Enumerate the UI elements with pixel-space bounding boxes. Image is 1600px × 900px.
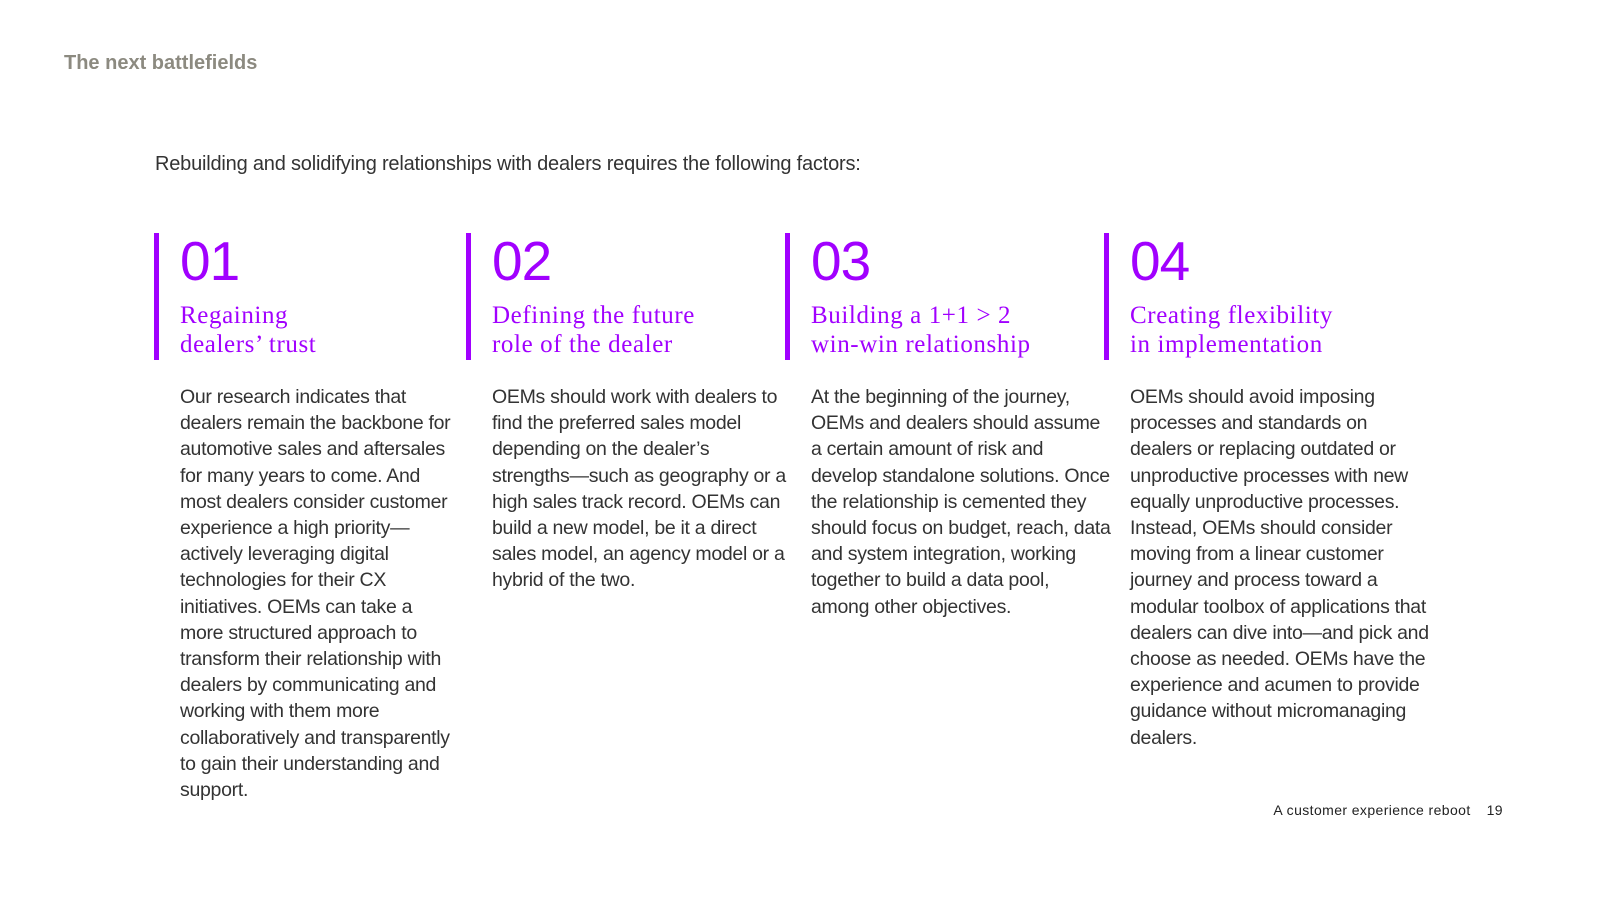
page-number: 19 <box>1486 802 1503 818</box>
factor-number: 04 <box>1130 230 1190 292</box>
factor-number: 02 <box>492 230 552 292</box>
factor-header-1 <box>154 230 455 360</box>
factor-header-3 <box>785 230 1111 360</box>
factor-title: Regaining dealers’ trust <box>180 302 317 358</box>
factor-column-2 <box>466 230 788 594</box>
factor-body: OEMs should work with dealers to find the preferred sales model depending on the dealer’s strengths—such as geography or a high sales track record. OEMs can build a new model, be it a direct sales model, an agency model or a hybrid of the two. <box>492 386 786 592</box>
intro-text: Rebuilding and solidifying relationships with dealers requires the following factors: <box>155 153 861 175</box>
factor-body: Our research indicates that dealers remain the backbone for automotive sales and aftersales for many years to come. And most dealers consider customer experience a high priority—actively leveraging digital technologies for their CX initiatives. OEMs can take a more structured approach to transform their relationship with dealers by communicating and working with them more collaboratively and transparently to gain their understanding and support. <box>180 386 451 802</box>
factor-title: Defining the future role of the dealer <box>492 302 696 358</box>
factor-title: Building a 1+1 > 2 win-win relationship <box>811 302 1031 358</box>
page-footer <box>1273 802 1503 818</box>
factor-column-4 <box>1104 230 1430 751</box>
section-title: The next battlefields <box>64 52 258 74</box>
factor-column-1 <box>154 230 455 803</box>
factor-body: OEMs should avoid imposing processes and standards on dealers or replacing outdated or unproductive processes with new equally unproductive processes. Instead, OEMs should consider moving from a linear customer journey and process toward a modular toolbox of applications that dealers can dive into—and pick and choose as needed. OEMs have the experience and acumen to provide guidance without micromanaging dealers. <box>1130 386 1429 749</box>
footer-report-title: A customer experience reboot <box>1273 802 1471 818</box>
factor-header-4 <box>1104 230 1430 360</box>
factor-title: Creating flexibility in implementation <box>1130 302 1333 358</box>
factor-column-3 <box>785 230 1111 620</box>
factor-body: At the beginning of the journey, OEMs and dealers should assume a certain amount of risk and develop standalone solutions. Once the relationship is cemented they should focus on budget, reach, data and system integration, working together to build a data pool, among other objectives. <box>811 386 1111 618</box>
factor-number: 03 <box>811 230 871 292</box>
factor-number: 01 <box>180 230 240 292</box>
factor-header-2 <box>466 230 788 360</box>
